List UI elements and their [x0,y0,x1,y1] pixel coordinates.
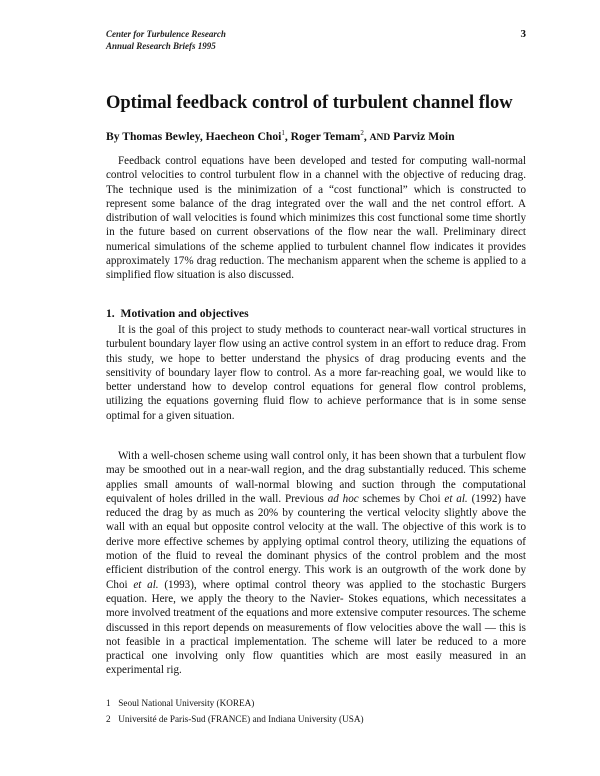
footnote-ref-2: 2 [360,129,364,137]
footnote-text: Seoul National University (KOREA) [118,698,255,708]
author-temam: , Roger Temam [284,130,361,143]
author-line: By Thomas Bewley, Haecheon Choi$^1$, Roger Temam$^2$, AND Parviz Moin [106,129,455,143]
ad-hoc-italic: ad hoc [327,492,359,505]
body-paragraph-1: It is the goal of this project to study methods to counteract near-wall vortical structures in turbulent boundary layer flow using an active control system in an effort to reduce drag. From this study, we hope to better understand the physics of drag producing events and the sensitivity of boundary layer flow to control. As a more far-reaching goal, we would like to better understand how to develop control equations for general flow control problems, utilizing the equations governing fluid flow to achieve performance that is in some sense optimal for a given situation. [106,324,526,422]
footnote-ref-1: 1 [281,129,285,137]
et-al-italic: et al. [444,492,468,505]
paper-title: Optimal feedback control of turbulent channel flow [106,93,513,113]
footnote-mark: 2 [106,714,111,724]
page-number: 3 [520,28,526,40]
author-moin: Parviz Moin [393,130,455,143]
et-al-italic: et al. [133,578,159,591]
header-center-name: Center for Turbulence Research [106,29,226,39]
footnote-1 [106,695,526,711]
body-paragraph-2: With a well-chosen scheme using wall control only, it has been shown that a turbulent flow may be smoothed out in a near-wall region, and the drag substantially reduced. This scheme applies small amounts of wall-normal blowing and suction through the computational equivalent of holes drilled in the wall. Previous ad hoc schemes by Choi et al. (1992) have reduced the drag by as much as 20% by countering the vertical velocity slightly above the wall with an equal but opposite control velocity at the wall. The objective of this work is to derive more effective schemes by applying optimal control theory, utilizing the equations of motion of the fluid to reveal the dominant physics of the control problem and the most efficient distribution of the control energy. This work is an outgrowth of the work done by Choi et al. (1993), where optimal control theory was applied to the stochastic Burgers equation. Here, we apply the theory to the Navier- Stokes equations, which necessitates a more involved treatment of the equations and more extensive computer resources. The scheme discussed in this report depends on measurements of flow velocities above the wall — this is not feasible in a practical implementation. The scheme will later be reduced to a more practical one involving only flow quantities which are most easily measured in an experimental rig. [106,450,527,677]
author-by: By [106,130,120,143]
footnote-mark: 1 [106,698,111,708]
section-title: Motivation and objectives [120,307,249,320]
author-and: AND [369,133,391,143]
abstract-paragraph: Feedback control equations have been developed and tested for computing wall-normal control velocities to control turbulent flow in a channel with the objective of reducing drag. The technique used is the minimization of a “cost functional” which is constructed to represent some balance of the drag integrated over the wall and the net control effort. A distribution of wall velocities is found which minimizes this cost functional some time shortly in the future based on current observations of the flow near the wall. Preliminary direct numerical simulations of the scheme applied to turbulent channel flow indicates it provides approximately 17% drag reduction. The mechanism apparent when the scheme is applied to a simplified flow situation is also discussed. [106,155,526,282]
section-heading [106,307,526,321]
footnote-2 [106,711,526,727]
running-header [106,28,526,52]
header-brief-name: Annual Research Briefs 1995 [106,41,216,51]
section-number: 1. [106,307,115,320]
footnotes [106,695,526,727]
footnote-text: Université de Paris-Sud (FRANCE) and Indiana University (USA) [118,714,364,724]
author-names: Thomas Bewley, Haecheon Choi [122,130,282,143]
